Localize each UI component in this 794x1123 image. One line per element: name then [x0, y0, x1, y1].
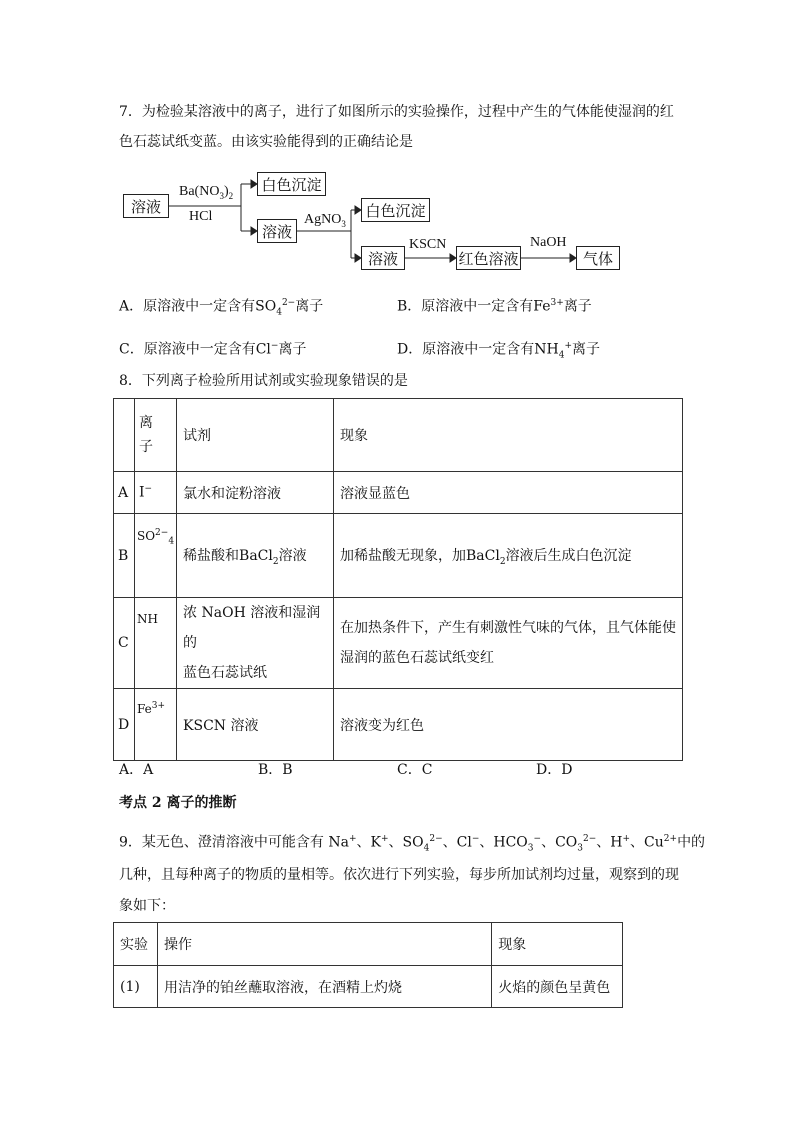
header-reagent: 试剂 [177, 399, 334, 472]
row-reagent: 浓 NaOH 溶液和湿润的 蓝色石蕊试纸 [177, 598, 334, 689]
row-label: C [114, 598, 135, 689]
q9-table [113, 922, 623, 1008]
row-label: A [114, 472, 135, 514]
row-phenomenon: 溶液变为红色 [334, 689, 683, 761]
header-op: 操作 [157, 923, 491, 966]
row-label: B [114, 514, 135, 598]
row-exp: (1) [114, 966, 158, 1008]
q9-stem-line3: 象如下： [119, 898, 175, 914]
table-row [114, 966, 623, 1008]
flow-box-red-solution: 红色溶液 [456, 246, 521, 270]
q8-table [113, 398, 683, 761]
header-phenomenon: 现象 [334, 399, 683, 472]
row-reagent: 稀盐酸和BaCl$_2$溶液 [177, 514, 334, 598]
q7-stem-line2: 色石蕊试纸变蓝。由该实验能得到的正确结论是 [119, 134, 413, 150]
q8-stem: 8．下列离子检验所用试剂或实验现象错误的是 [119, 373, 408, 389]
flow-reagent-kscn: KSCN [409, 237, 447, 252]
flow-box-white-precipitate-2: 白色沉淀 [361, 198, 430, 222]
q7-option-d: D．原溶液中一定含有$NH_4^+$离子 [397, 341, 600, 361]
flow-box-solution-2: 溶液 [257, 219, 297, 243]
row-reagent: 氯水和淀粉溶液 [177, 472, 334, 514]
table-header-row [114, 923, 623, 966]
table-row [114, 514, 683, 598]
row-phenomenon: 加稀盐酸无现象，加BaCl$_2$溶液后生成白色沉淀 [334, 514, 683, 598]
q7-stem-line1: 7．为检验某溶液中的离子，进行了如图所示的实验操作，过程中产生的气体能使湿润的红 [119, 104, 674, 120]
header-empty [114, 399, 135, 472]
header-exp: 实验 [114, 923, 158, 966]
q8-answer-c: C．C [397, 762, 433, 778]
table-header-row [114, 399, 683, 472]
flow-reagent-banitrate: $Ba(NO_3)_2$ [179, 184, 234, 201]
q9-stem-line2: 几种，且每种离子的物质的量相等。依次进行下列实验，每步所加试剂均过量，观察到的现 [119, 867, 679, 883]
flow-reagent-hcl: HCl [189, 209, 213, 224]
flow-box-gas: 气体 [576, 246, 620, 270]
row-ion: NH [134, 598, 176, 689]
flow-reagent-naoh: NaOH [530, 235, 567, 250]
q8-answer-d: D．D [536, 762, 573, 778]
section-title: 考点 2 离子的推断 [119, 795, 237, 811]
flow-reagent-agnitrate: AgNO$_3$ [304, 212, 346, 229]
row-reagent: KSCN 溶液 [177, 689, 334, 761]
table-row [114, 598, 683, 689]
q9-stem-line1: 9．某无色、澄清溶液中可能含有 Na+、K+、$SO_4^{2-}$、Cl−、$HCO_3^-$、$CO_3^{2-}$、H+、$Cu^{2+}$中的 [119, 834, 706, 854]
q8-answer-b: B．B [258, 762, 293, 778]
row-ion: $Fe^{3+}$ [134, 689, 176, 761]
header-phen: 现象 [492, 923, 623, 966]
table-row [114, 472, 683, 514]
q7-option-c: C．原溶液中一定含有Cl−离子 [119, 341, 307, 358]
flow-box-solution-start: 溶液 [123, 194, 169, 218]
row-ion: $SO^{2-}_4$ [134, 514, 176, 598]
row-ion: I− [134, 472, 176, 514]
row-op: 用洁净的铂丝蘸取溶液，在酒精上灼烧 [157, 966, 491, 1008]
table-row [114, 689, 683, 761]
q8-answer-a: A．A [119, 762, 154, 778]
row-phen: 火焰的颜色呈黄色 [492, 966, 623, 1008]
q7-option-b: B．原溶液中一定含有$Fe^{3+}$离子 [397, 298, 592, 315]
q7-option-a: A．原溶液中一定含有$SO_4^{2-}$离子 [119, 298, 324, 318]
flow-box-solution-3: 溶液 [361, 246, 405, 270]
row-phenomenon: 溶液显蓝色 [334, 472, 683, 514]
row-phenomenon: 在加热条件下，产生有刺激性气味的气体，且气体能使 湿润的蓝色石蕊试纸变红 [334, 598, 683, 689]
row-label: D [114, 689, 135, 761]
flow-box-white-precipitate-1: 白色沉淀 [257, 172, 326, 196]
header-ion: 离 子 [134, 399, 176, 472]
